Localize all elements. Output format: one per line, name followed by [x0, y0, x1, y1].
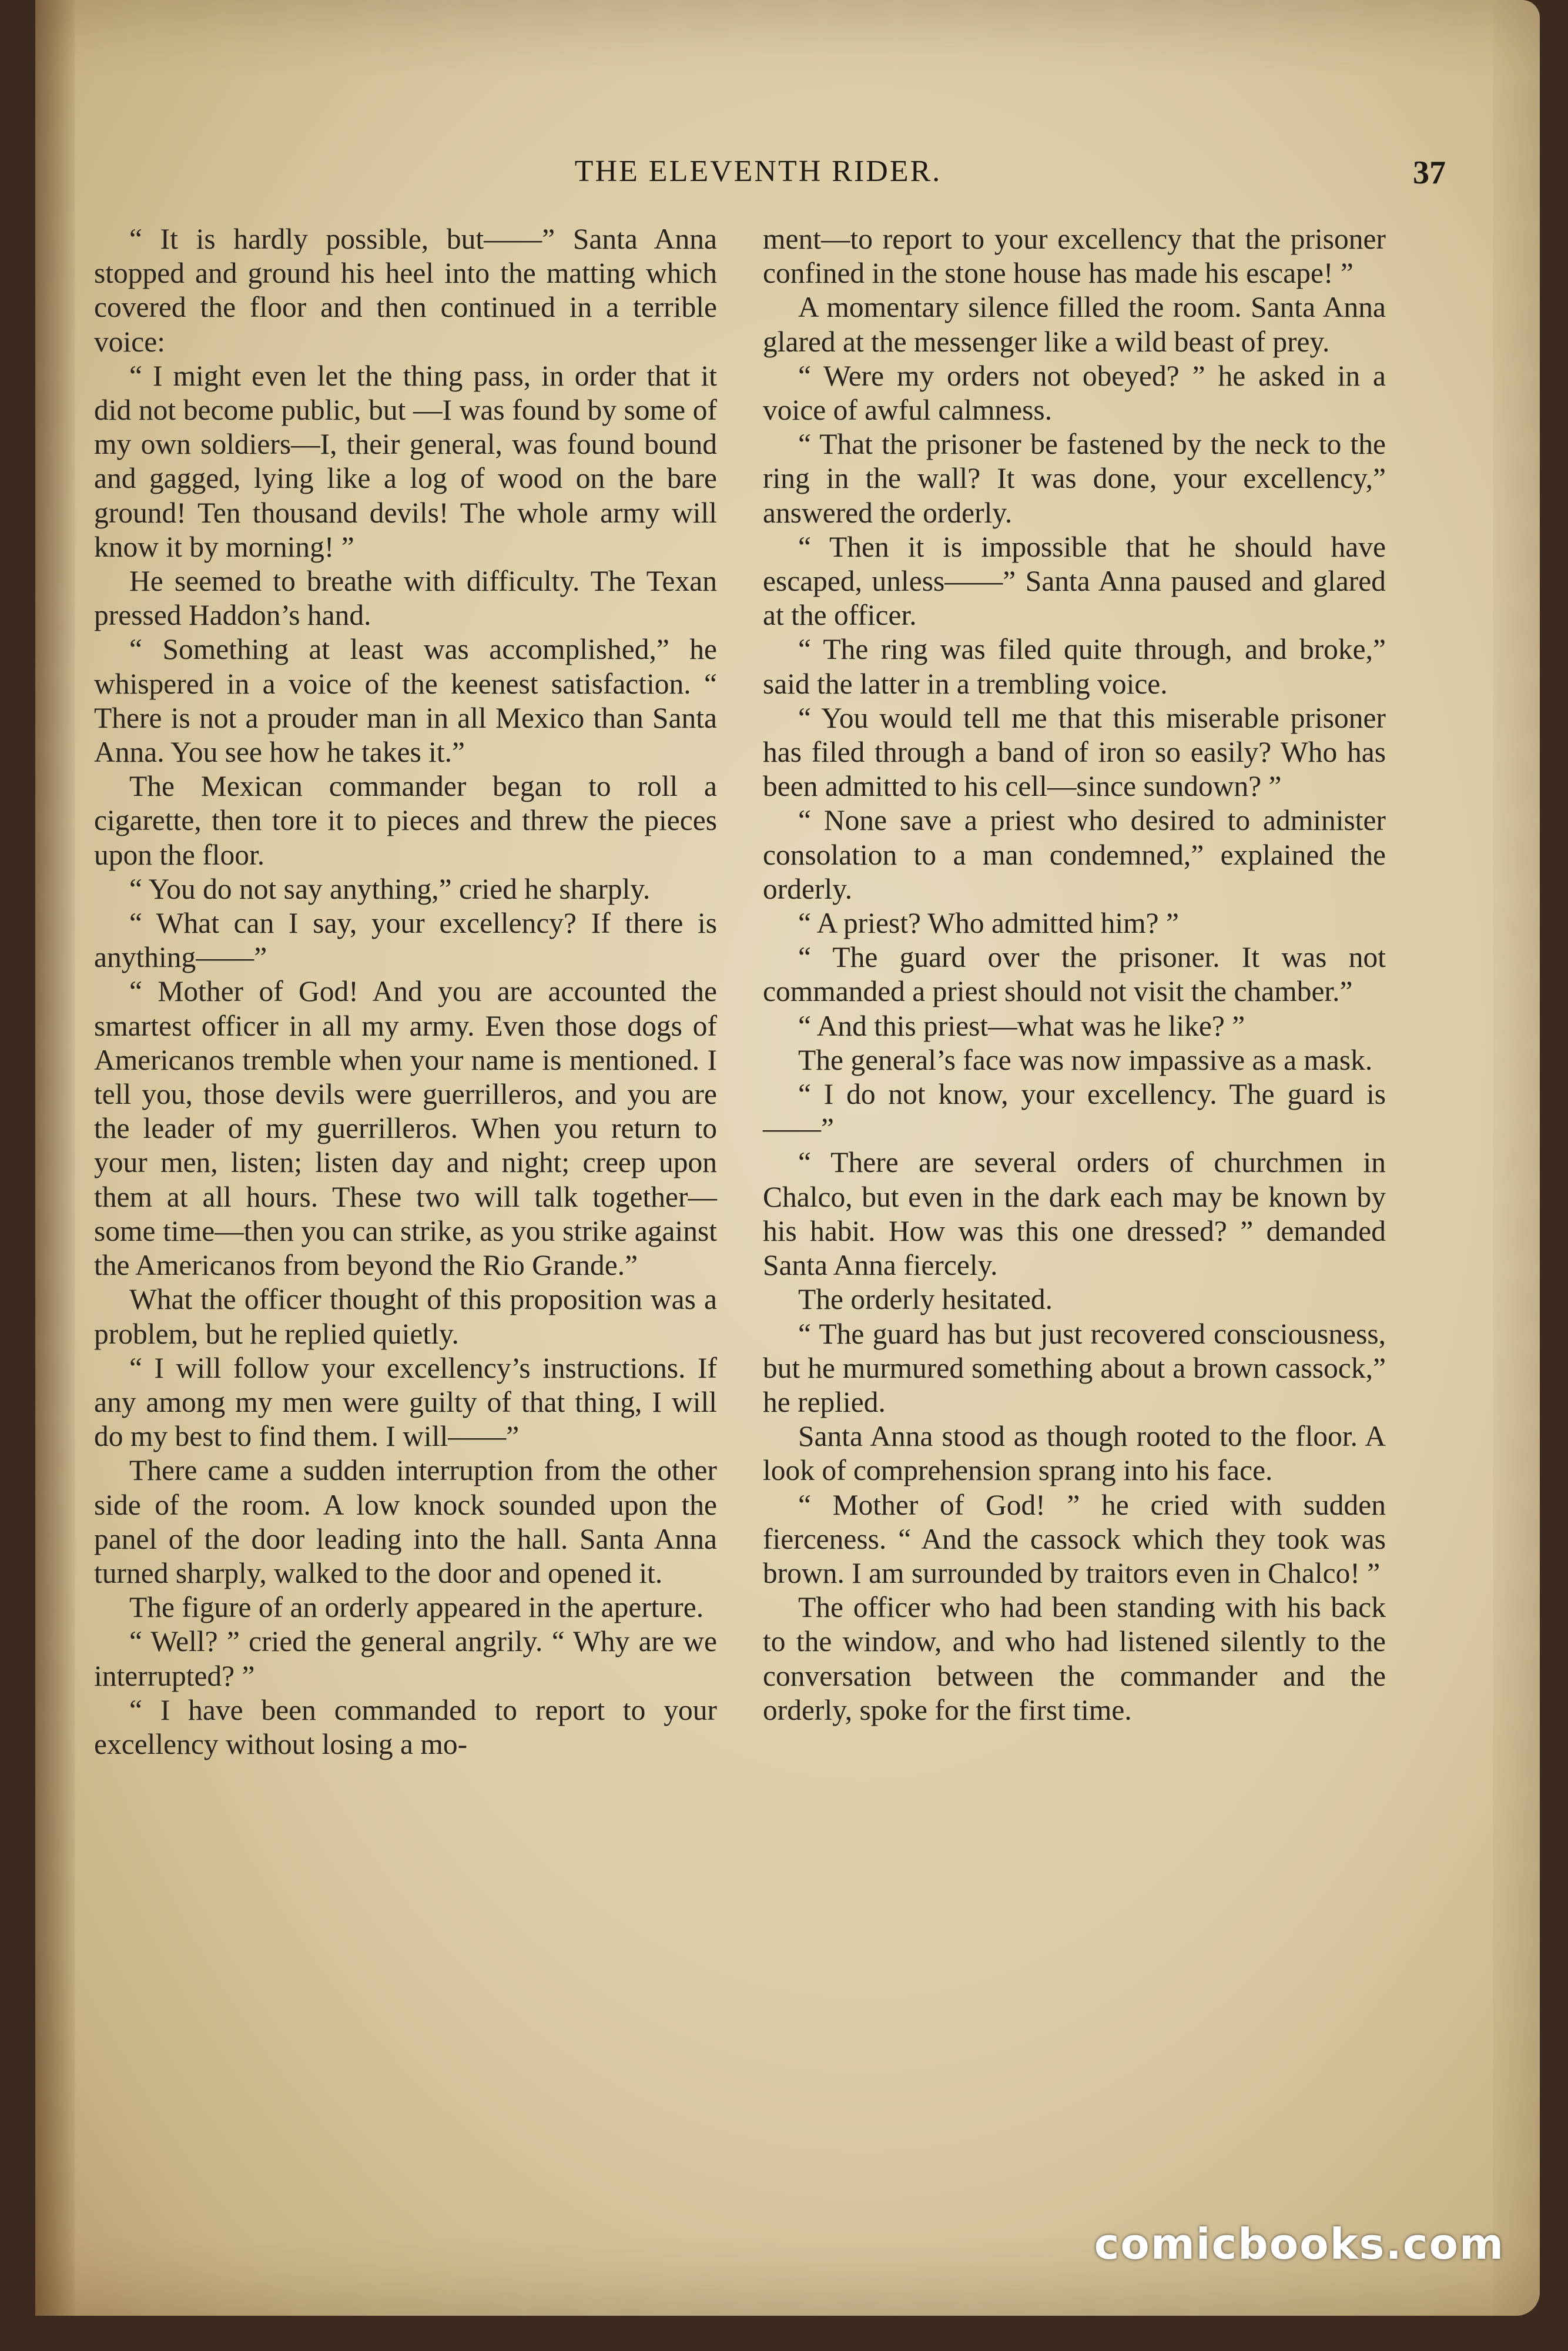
paragraph: A momentary silence filled the room. Santa Anna glared at the messenger like a wild beast of prey.: [763, 291, 1386, 358]
paragraph: “ A priest? Who admitted him? ”: [798, 907, 1179, 940]
paragraph: “ Mother of God! ” he cried with sudden fierceness. “ And the cassock which they took was brown. I am surrounded by traitors even in Chalco! ”: [763, 1488, 1386, 1589]
paragraph: The general’s face was now impassive as a mask.: [798, 1043, 1373, 1076]
paragraph: “ The guard has but just recovered consciousness, but he murmured something about a brown cassock,” he replied.: [763, 1317, 1386, 1418]
paragraph: “ What can I say, your excellency? If there is anything——”: [94, 907, 717, 974]
paragraph: “ Something at least was accomplished,” he whispered in a voice of the keenest satisfaction. “ There is not a prouder man in all Mexico than Santa Anna. You see how he takes it.”: [94, 633, 717, 769]
page-number: 37: [1413, 155, 1446, 191]
paragraph: The figure of an orderly appeared in the aperture.: [129, 1591, 704, 1624]
paragraph: “ The ring was filed quite through, and broke,” said the latter in a trembling voice.: [763, 633, 1386, 700]
paragraph-continued: ment—to report to your excellency that the prisoner confined in the stone house has made his escape! ”: [763, 223, 1386, 290]
paragraph: “ It is hardly possible, but——” Santa Anna stopped and ground his heel into the matting which covered the floor and then continued in a terrible voice:: [94, 223, 717, 358]
book-page: [35, 0, 1540, 2316]
paragraph: “ Mother of God! And you are accounted the smartest officer in all my army. Even those dogs of Americanos tremble when your name is mentioned. I tell you, those devils were guerrilleros, and you are the leader of my guerrilleros. When you return to your men, listen; listen day and night; creep upon them at all hours. These two will talk together—some time—then you can strike, as you strike against the Americanos from beyond the Rio Grande.”: [94, 975, 717, 1282]
paragraph: “ There are several orders of churchmen in Chalco, but even in the dark each may be known by his habit. How was this one dressed? ” demanded Santa Anna fiercely.: [763, 1146, 1386, 1282]
paragraph: “ You would tell me that this miserable prisoner has filed through a band of iron so easily? Who has been admitted to his cell—since sundown? ”: [763, 701, 1386, 803]
paragraph: “ That the prisoner be fastened by the neck to the ring in the wall? It was done, your excellency,” answered the orderly.: [763, 428, 1386, 529]
left-column: [94, 222, 717, 1761]
paragraph: “ None save a priest who desired to administer consolation to a man condemned,” explained the orderly.: [763, 804, 1386, 905]
page-binding-shadow: [35, 0, 76, 2316]
paragraph: “ And this priest—what was he like? ”: [798, 1009, 1245, 1042]
paragraph: “ Were my orders not obeyed? ” he asked in a voice of awful calmness.: [763, 359, 1386, 427]
paragraph: “ I might even let the thing pass, in order that it did not become public, but —I was found by some of my own soldiers—I, their general, was found bound and gagged, lying like a log of wood on the bare ground! Ten thousand devils! The whole army will know it by morning! ”: [94, 359, 717, 563]
paragraph: “ I do not know, your excellency. The guard is——”: [763, 1078, 1386, 1145]
page-header: [94, 154, 1446, 201]
paragraph: “ I will follow your excellency’s instructions. If any among my men were guilty of that thing, I will do my best to find them. I will——”: [94, 1351, 717, 1453]
paragraph: He seemed to breathe with difficulty. The Texan pressed Haddon’s hand.: [94, 565, 717, 632]
paragraph: The officer who had been standing with his back to the window, and who had listened silently to the conversation between the commander and the orderly, spoke for the first time.: [763, 1591, 1386, 1726]
paragraph: There came a sudden interruption from the other side of the room. A low knock sounded upon the panel of the door leading into the hall. Santa Anna turned sharply, walked to the door and opened it.: [94, 1454, 717, 1589]
paragraph: “ I have been commanded to report to your excellency without losing a mo-: [94, 1693, 717, 1760]
paragraph: “ You do not say anything,” cried he sharply.: [129, 872, 651, 905]
running-title: THE ELEVENTH RIDER.: [574, 155, 942, 188]
paragraph: “ Well? ” cried the general angrily. “ Why are we interrupted? ”: [94, 1625, 717, 1692]
watermark: comicbooks.com: [1094, 2219, 1505, 2269]
right-column: [763, 222, 1386, 1727]
paragraph: “ The guard over the prisoner. It was not commanded a priest should not visit the chamber.”: [763, 941, 1386, 1008]
paragraph: The orderly hesitated.: [798, 1283, 1053, 1316]
paragraph: What the officer thought of this proposition was a problem, but he replied quietly.: [94, 1283, 717, 1350]
paragraph: Santa Anna stood as though rooted to the floor. A look of comprehension sprang into his face.: [763, 1420, 1386, 1487]
paragraph: “ Then it is impossible that he should have escaped, unless——” Santa Anna paused and glared at the officer.: [763, 530, 1386, 632]
paragraph: The Mexican commander began to roll a cigarette, then tore it to pieces and threw the pieces upon the floor.: [94, 770, 717, 871]
